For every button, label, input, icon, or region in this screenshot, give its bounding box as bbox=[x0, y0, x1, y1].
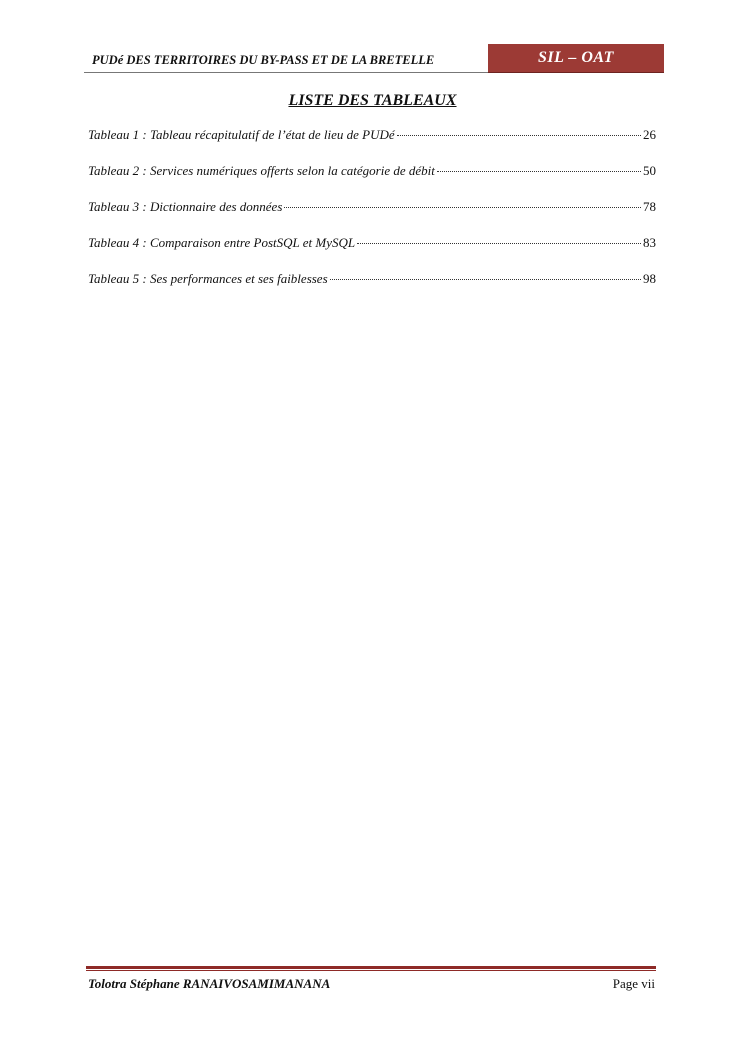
toc-entry-1[interactable] bbox=[88, 127, 656, 163]
dot-leader bbox=[284, 207, 641, 208]
toc-entry-label: Tableau 4 : Comparaison entre PostSQL et MySQL bbox=[88, 235, 356, 250]
toc-entry-page: 26 bbox=[643, 127, 656, 142]
dot-leader bbox=[437, 171, 641, 172]
toc-entry-3[interactable] bbox=[88, 199, 656, 235]
dot-leader bbox=[357, 243, 641, 244]
toc-entry-5[interactable] bbox=[88, 271, 656, 307]
footer-rule bbox=[86, 966, 656, 972]
toc-entry-label: Tableau 2 : Services numériques offerts selon la catégorie de débit bbox=[88, 163, 435, 178]
running-header bbox=[84, 44, 664, 74]
footer-author: Tolotra Stéphane RANAIVOSAMIMANANA bbox=[88, 976, 331, 991]
header-badge-box bbox=[488, 44, 664, 73]
dot-leader bbox=[397, 135, 641, 136]
header-badge: SIL – OAT bbox=[538, 49, 614, 66]
page-title: LISTE DES TABLEAUX bbox=[288, 92, 457, 109]
toc-entry-label: Tableau 3 : Dictionnaire des données bbox=[88, 199, 283, 214]
toc-entry-page: 50 bbox=[643, 163, 656, 178]
table-list bbox=[88, 127, 656, 307]
toc-entry-page: 78 bbox=[643, 199, 656, 214]
toc-entry-4[interactable] bbox=[88, 235, 656, 271]
dot-leader bbox=[330, 279, 641, 280]
toc-entry-label: Tableau 5 : Ses performances et ses faiblesses bbox=[88, 271, 328, 286]
toc-entry-2[interactable] bbox=[88, 163, 656, 199]
footer-rule-thin bbox=[86, 970, 656, 971]
toc-entry-page: 83 bbox=[643, 235, 656, 250]
footer-page-number: Page vii bbox=[612, 976, 655, 991]
header-title: PUDé DES TERRITOIRES DU BY-PASS ET DE LA BRETELLE bbox=[92, 53, 435, 67]
footer-rule-thick bbox=[86, 966, 656, 969]
header-title-area bbox=[84, 44, 488, 73]
toc-entry-page: 98 bbox=[643, 271, 656, 286]
toc-entry-label: Tableau 1 : Tableau récapitulatif de l’état de lieu de PUDé bbox=[88, 127, 395, 142]
